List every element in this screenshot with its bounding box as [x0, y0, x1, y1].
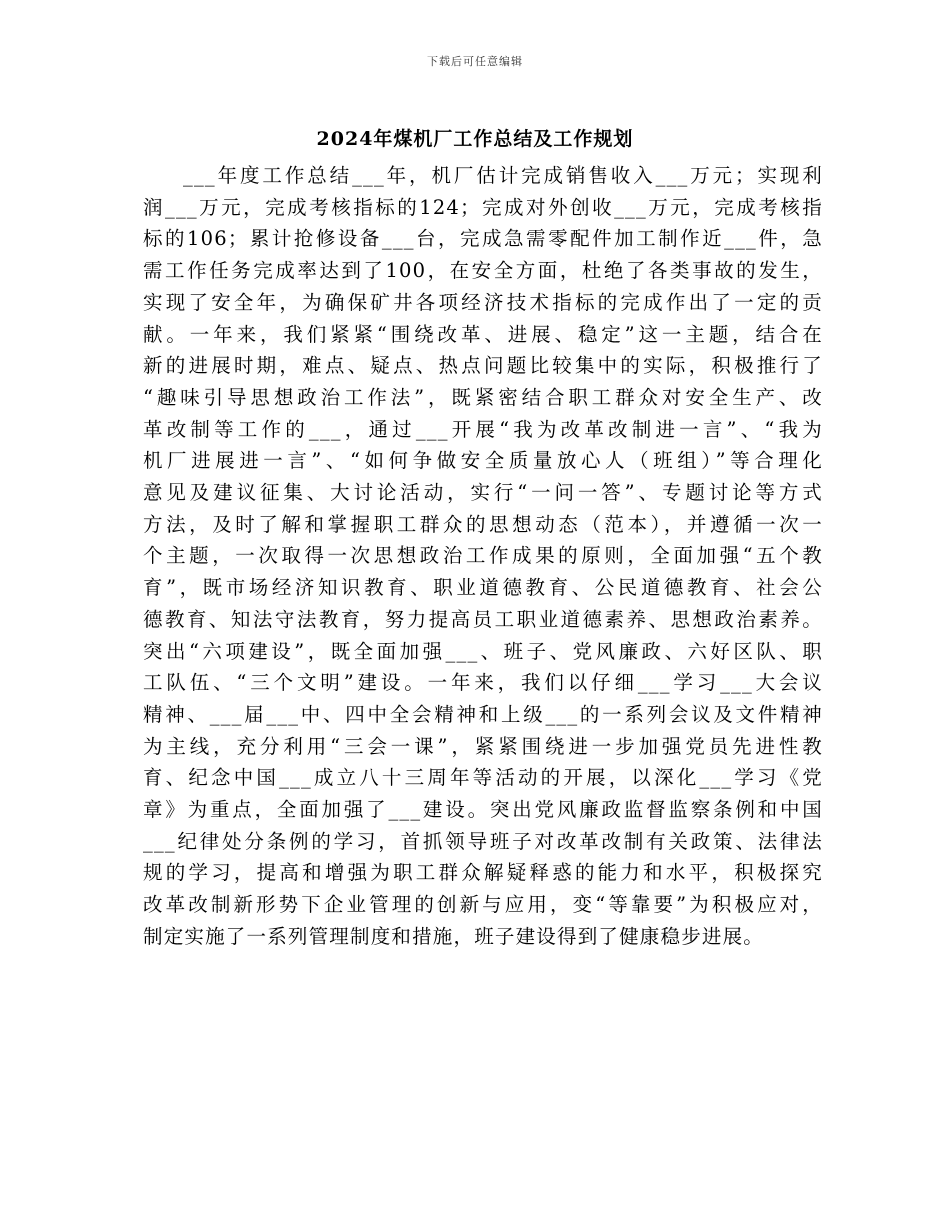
body-line: 规的学习，提高和增强为职工群众解疑释惑的能力和水平，积极探究: [143, 861, 823, 885]
body-line: 章》为重点，全面加强了___建设。突出党风廉政监督监察条例和中国: [143, 798, 823, 822]
document-body: [143, 160, 823, 953]
body-line: 育”，既市场经济知识教育、职业道德教育、公民道德教育、社会公: [143, 576, 823, 600]
body-line: 意见及建议征集、大讨论活动，实行“一问一答”、专题讨论等方式: [143, 481, 823, 505]
body-line: 育、纪念中国___成立八十三周年等活动的开展，以深化___学习《党: [143, 766, 823, 790]
body-line: 需工作任务完成率达到了100，在安全方面，杜绝了各类事故的发生，: [143, 259, 823, 283]
body-line: 献。一年来，我们紧紧“围绕改革、进展、稳定”这一主题，结合在: [143, 322, 823, 346]
body-line: 精神、___届___中、四中全会精神和上级___的一系列会议及文件精神: [143, 702, 823, 726]
body-line: 工队伍、“三个文明”建设。一年来，我们以仔细___学习___大会议: [143, 671, 823, 695]
document-title: 2024年煤机厂工作总结及工作规划: [316, 128, 634, 150]
body-line: 方法，及时了解和掌握职工群众的思想动态（范本），并遵循一次一: [143, 512, 823, 536]
body-line: 机厂进展进一言”、“如何争做安全质量放心人（班组）”等合理化: [143, 449, 823, 473]
body-line: ___纪律处分条例的学习，首抓领导班子对改革改制有关政策、法律法: [143, 829, 823, 853]
body-line: “趣味引导思想政治工作法”，既紧密结合职工群众对安全生产、改: [143, 385, 823, 409]
body-line: 革改制等工作的___，通过___开展“我为改革改制进一言”、“我为: [143, 417, 823, 441]
body-line: 润___万元，完成考核指标的124；完成对外创收___万元，完成考核指: [143, 195, 823, 219]
body-line: 新的进展时期，难点、疑点、热点问题比较集中的实际，积极推行了: [143, 354, 823, 378]
body-line: 为主线，充分利用“三会一课”，紧紧围绕进一步加强党员先进性教: [143, 734, 823, 758]
body-line: 制定实施了一系列管理制度和措施，班子建设得到了健康稳步进展。: [143, 924, 765, 948]
body-line: ___年度工作总结___年，机厂估计完成销售收入___万元；实现利: [183, 164, 823, 187]
body-line: 个主题，一次取得一次思想政治工作成果的原则，全面加强“五个教: [143, 544, 823, 568]
body-line: 实现了安全年，为确保矿井各项经济技术指标的完成作出了一定的贡: [143, 290, 823, 314]
body-line: 突出“六项建设”，既全面加强___、班子、党风廉政、六好区队、职: [143, 639, 823, 663]
body-line: 改革改制新形势下企业管理的创新与应用，变“等靠要”为积极应对，: [143, 893, 823, 917]
body-line: 德教育、知法守法教育，努力提高员工职业道德素养、思想政治素养。: [143, 607, 823, 631]
page-header-note: 下载后可任意编辑: [427, 55, 523, 68]
body-line: 标的106；累计抢修设备___台，完成急需零配件加工制作近___件，急: [143, 227, 823, 251]
